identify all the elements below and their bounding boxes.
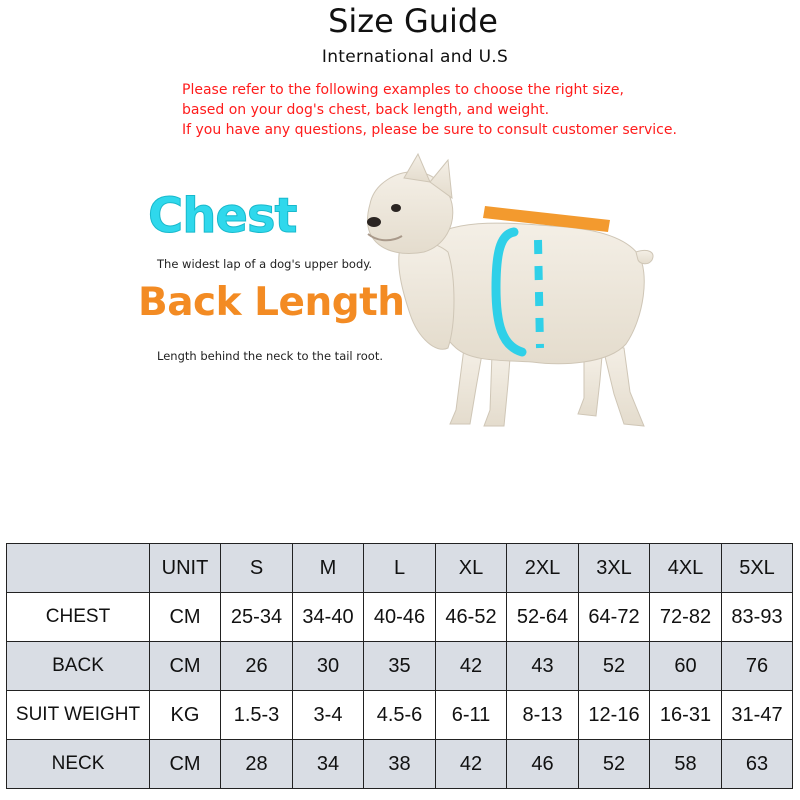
table-cell: 76 (722, 642, 793, 691)
table-cell: 52-64 (507, 593, 579, 642)
table-cell: 60 (650, 642, 722, 691)
table-cell: CHEST (7, 593, 150, 642)
table-cell: KG (150, 691, 221, 740)
table-cell: 46-52 (436, 593, 507, 642)
table-cell: 35 (364, 642, 436, 691)
table-cell: 3-4 (293, 691, 364, 740)
table-cell: 64-72 (579, 593, 650, 642)
table-cell: 40-46 (364, 593, 436, 642)
table-row (7, 642, 793, 691)
table-header-cell: 3XL (579, 544, 650, 593)
size-table (6, 543, 793, 789)
table-cell: CM (150, 593, 221, 642)
dog-illustration (352, 148, 662, 438)
table-cell: 1.5-3 (221, 691, 293, 740)
table-cell: 52 (579, 740, 650, 789)
table-cell: 8-13 (507, 691, 579, 740)
table-cell: 4.5-6 (364, 691, 436, 740)
table-cell: 83-93 (722, 593, 793, 642)
table-header-cell: L (364, 544, 436, 593)
table-cell: 30 (293, 642, 364, 691)
table-cell: 16-31 (650, 691, 722, 740)
table-header-cell: 2XL (507, 544, 579, 593)
table-cell: CM (150, 740, 221, 789)
table-cell: 6-11 (436, 691, 507, 740)
table-cell: 34 (293, 740, 364, 789)
table-header-row (7, 544, 793, 593)
table-cell: 38 (364, 740, 436, 789)
table-row (7, 593, 793, 642)
table-cell: 72-82 (650, 593, 722, 642)
table-header-cell: S (221, 544, 293, 593)
back-length-description: Length behind the neck to the tail root. (157, 349, 383, 363)
table-cell: 46 (507, 740, 579, 789)
page-subtitle: International and U.S (321, 47, 509, 67)
table-header-cell: 5XL (722, 544, 793, 593)
table-header-cell: XL (436, 544, 507, 593)
table-cell: 12-16 (579, 691, 650, 740)
size-notice (182, 80, 702, 140)
table-cell: 52 (579, 642, 650, 691)
table-header-cell: UNIT (150, 544, 221, 593)
notice-line-2: based on your dog's chest, back length, and weight. (182, 102, 550, 118)
table-row (7, 691, 793, 740)
table-cell: 26 (221, 642, 293, 691)
dog-body (368, 154, 654, 426)
chest-label: Chest (148, 188, 297, 244)
notice-line-3: If you have any questions, please be sure to consult customer service. (182, 122, 677, 138)
table-cell: 43 (507, 642, 579, 691)
table-cell: 28 (221, 740, 293, 789)
table-cell: CM (150, 642, 221, 691)
table-row (7, 740, 793, 789)
table-cell: 34-40 (293, 593, 364, 642)
table-cell: BACK (7, 642, 150, 691)
table-cell: 25-34 (221, 593, 293, 642)
page-title: Size Guide (328, 2, 498, 40)
table-cell: SUIT WEIGHT (7, 691, 150, 740)
table-cell: 42 (436, 642, 507, 691)
table-header-cell (7, 544, 150, 593)
table-cell: 58 (650, 740, 722, 789)
table-cell: NECK (7, 740, 150, 789)
chest-description: The widest lap of a dog's upper body. (157, 257, 373, 271)
notice-line-1: Please refer to the following examples to choose the right size, (182, 82, 624, 98)
back-length-label: Back Length (138, 280, 405, 325)
table-header-cell: M (293, 544, 364, 593)
table-header-cell: 4XL (650, 544, 722, 593)
table-cell: 31-47 (722, 691, 793, 740)
table-cell: 42 (436, 740, 507, 789)
table-cell: 63 (722, 740, 793, 789)
